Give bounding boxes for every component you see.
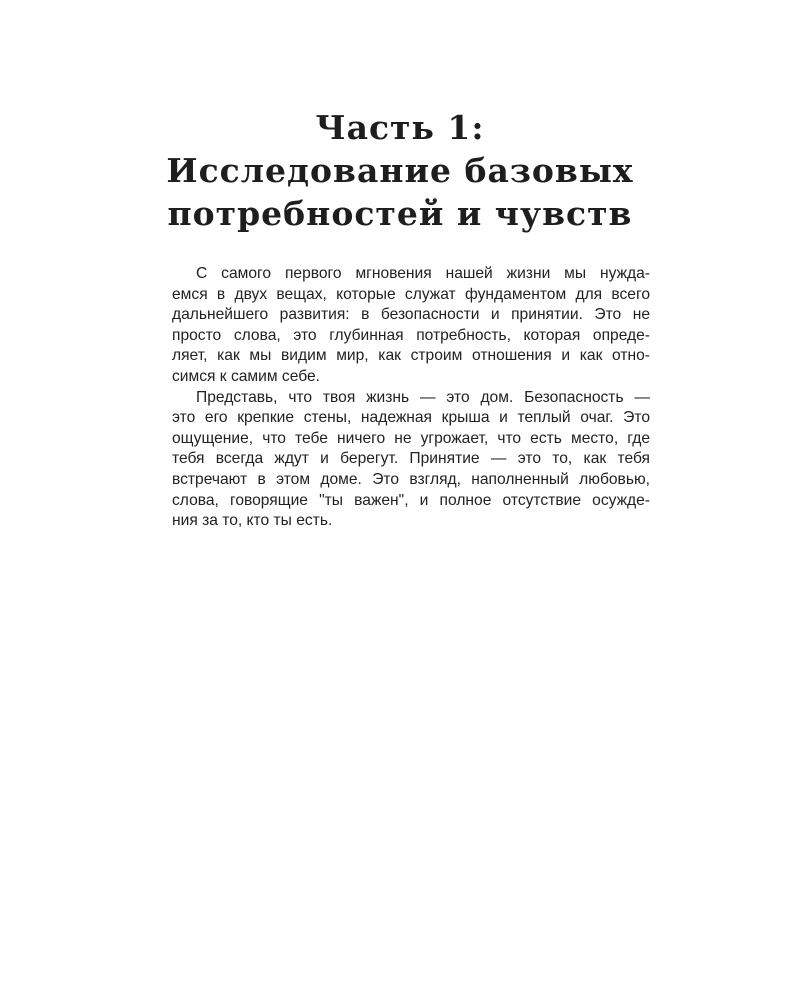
text-line: Представь, что твоя жизнь — это дом. Безопасность — bbox=[196, 388, 650, 406]
text-line: слова, говорящие "ты важен", и полное отсутствие осужде- bbox=[172, 491, 650, 509]
text-line: ощущение, что тебе ничего не угрожает, что есть место, где bbox=[172, 429, 650, 447]
text-line: симся к самим себе. bbox=[172, 367, 320, 385]
text-line: встречают в этом доме. Это взгляд, наполненный любовью, bbox=[172, 470, 650, 488]
heading-line-title-2: потребностей и чувств bbox=[167, 194, 633, 233]
text-line: С самого первого мгновения нашей жизни мы нужда- bbox=[196, 265, 650, 282]
heading-line-part: Часть 1: bbox=[315, 108, 485, 147]
text-line: просто слова, это глубинная потребность, которая опреде- bbox=[172, 326, 650, 344]
text-line: это его крепкие стены, надежная крыша и теплый очаг. Это bbox=[172, 409, 650, 427]
text-line: ляет, как мы видим мир, как строим отношения и как отно- bbox=[172, 347, 650, 365]
text-line: емся в двух вещах, которые служат фундаментом для всего bbox=[172, 285, 650, 303]
text-line: ния за то, кто ты есть. bbox=[172, 512, 333, 530]
body-text bbox=[172, 264, 650, 532]
text-line: тебя всегда ждут и берегут. Принятие — это то, как тебя bbox=[172, 450, 650, 468]
paragraph-1 bbox=[172, 264, 650, 388]
heading-line-title-1: Исследование базовых bbox=[166, 151, 634, 190]
paragraph-2 bbox=[172, 388, 650, 532]
chapter-heading bbox=[150, 106, 650, 235]
text-line: дальнейшего развития: в безопасности и принятии. Это не bbox=[172, 306, 650, 324]
